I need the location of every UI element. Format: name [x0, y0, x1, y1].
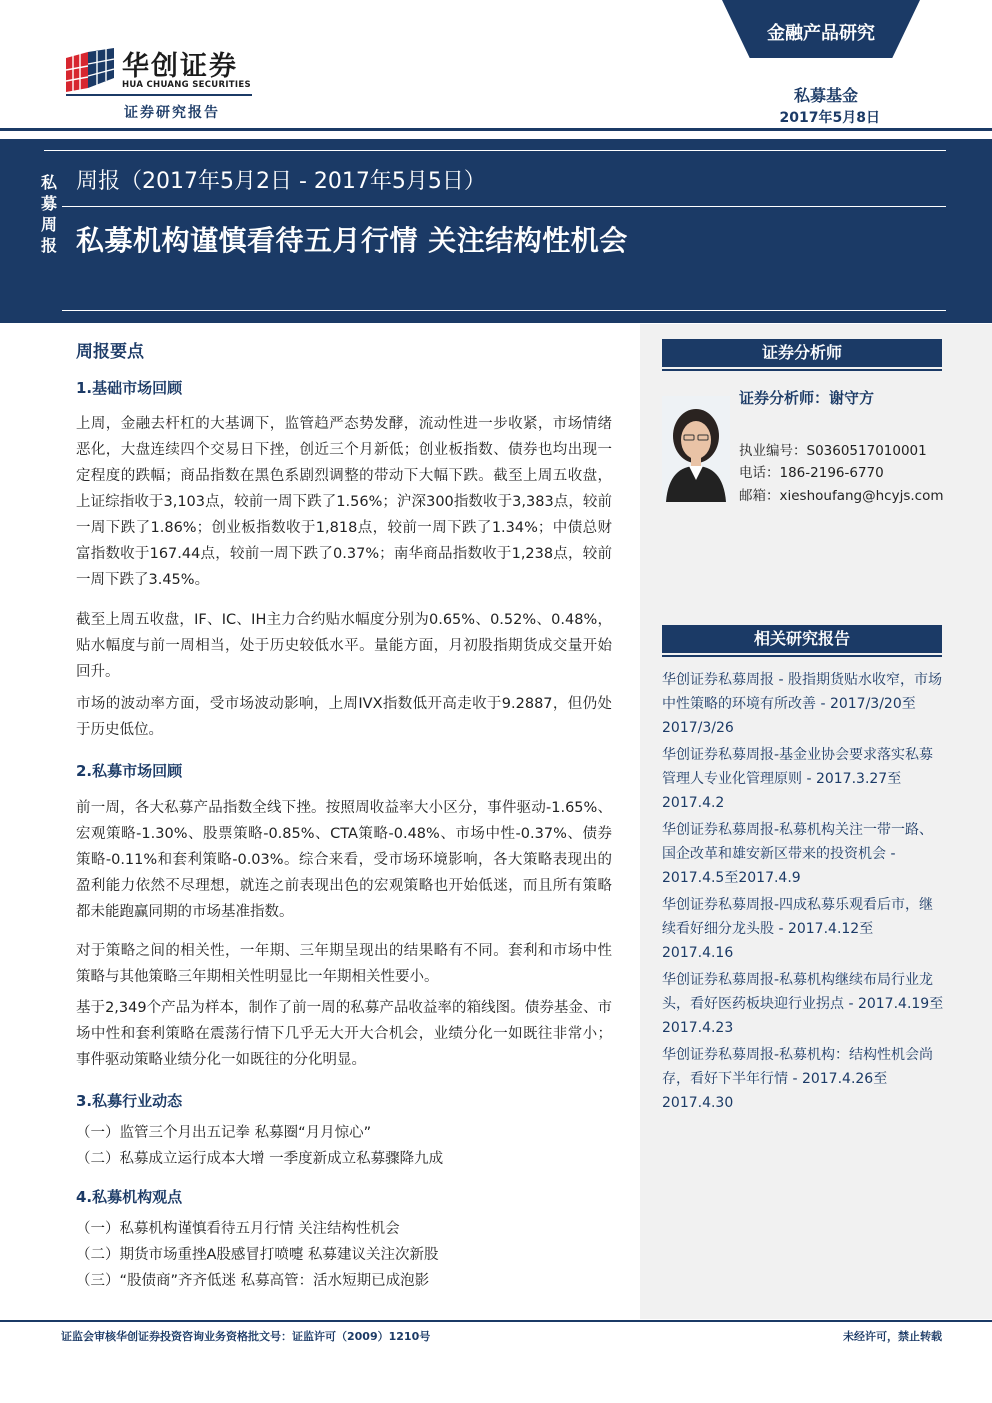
category-label: 金融产品研究	[767, 23, 875, 44]
analyst-email[interactable]: 邮箱：xieshoufang@hcyjs.com	[739, 488, 944, 504]
band-mid-rule	[62, 206, 946, 207]
analyst-avatar-icon	[662, 396, 730, 502]
analyst-heading-rule	[662, 369, 942, 371]
page-title: 私募机构谨慎看待五月行情 关注结构性机会	[76, 224, 628, 257]
paragraph: 基于2,349个产品为样本，制作了前一周的私募产品收益率的箱线图。债券基金、市场中性和套利策略在震荡行情下几乎无大开大合机会，业绩分化一如既往非常小；事件驱动策略业绩分化一如既往的分化明显。	[76, 1000, 612, 1068]
related-report-link[interactable]: 华创证券私募周报-私募机构关注一带一路、国企改革和雄安新区带来的投资机会 - 2017.4.5至2017.4.9	[662, 822, 934, 886]
analyst-phone: 电话：186-2196-6770	[739, 465, 884, 481]
report-period: 周报（2017年5月2日 - 2017年5月5日）	[76, 169, 486, 194]
paragraph: 前一周，各大私募产品指数全线下挫。按照周收益率大小区分，事件驱动-1.65%、宏观策略-1.30%、股票策略-0.85%、CTA策略-0.48%、市场中性-0.37%、债券策略-0.11%和套利策略-0.03%。综合来看，受市场环境影响，各大策略表现出的盈利能力依然不尽理想，就连之前表现出色的宏观策略也开始低迷，而且所有策略都未能跑赢同期的市场基准指数。	[76, 800, 612, 920]
related-report-link[interactable]: 华创证券私募周报-私募机构：结构性机会尚存，看好下半年行情 - 2017.4.26至2017.4.30	[662, 1047, 934, 1111]
section-heading: 4.私募机构观点	[76, 1188, 183, 1206]
key-points-heading: 周报要点	[76, 342, 144, 362]
band-bottom-rule	[62, 310, 946, 311]
paragraph: 市场的波动率方面，受市场波动影响，上周IVX指数低开高走收于9.2887，但仍处于历史低位。	[76, 696, 612, 738]
related-report-link[interactable]: 华创证券私募周报-基金业协会要求落实私募管理人专业化管理原则 - 2017.3.27至2017.4.2	[662, 747, 934, 811]
paragraph: 截至上周五收盘，IF、IC、IH主力合约贴水幅度分别为0.65%、0.52%、0.48%，贴水幅度与前一周相当，处于历史较低水平。量能方面，月初股指期货成交量开始回升。	[76, 612, 612, 680]
company-name-en: HUA CHUANG SECURITIES	[122, 80, 251, 90]
list-item: （二）期货市场重挫A股感冒打喷嚏 私募建议关注次新股	[76, 1247, 439, 1263]
side-label: 私募周报	[40, 173, 57, 255]
analyst-name: 证券分析师：谢守方	[739, 389, 875, 407]
header-divider	[0, 128, 992, 131]
section-heading: 1.基础市场回顾	[76, 379, 183, 397]
logo-cube-icon	[66, 48, 114, 92]
company-name-cn: 华创证券	[122, 51, 238, 82]
related-report-link[interactable]: 华创证券私募周报-私募机构继续布局行业龙头，看好医药板块迎行业拐点 - 2017.4.19至2017.4.23	[662, 972, 944, 1036]
report-type: 证券研究报告	[124, 105, 220, 121]
footer-divider	[0, 1320, 992, 1322]
related-report-link[interactable]: 华创证券私募周报 - 股指期货贴水收窄，市场中性策略的环境有所改善 - 2017/3/20至2017/3/26	[662, 672, 942, 736]
logo-divider	[66, 94, 252, 96]
related-heading-rule	[662, 655, 942, 657]
list-item: （一）监管三个月出五记拳 私募圈“月月惊心”	[76, 1125, 372, 1141]
doc-type: 私募基金	[793, 86, 858, 105]
footer-license: 证监会审核华创证券投资咨询业务资格批文号：证监许可（2009）1210号	[61, 1330, 431, 1343]
doc-date: 2017年5月8日	[779, 110, 880, 126]
footer-notice: 未经许可，禁止转载	[843, 1330, 942, 1343]
paragraph: 对于策略之间的相关性，一年期、三年期呈现出的结果略有不同。套利和市场中性策略与其他策略三年期相关性明显比一年期相关性要小。	[76, 943, 612, 985]
list-item: （一）私募机构谨慎看待五月行情 关注结构性机会	[76, 1221, 400, 1237]
section-heading: 3.私募行业动态	[76, 1092, 183, 1110]
list-item: （三）“股债商”齐齐低迷 私募高管：活水短期已成泡影	[76, 1273, 430, 1289]
paragraph: 上周，金融去杆杠的大基调下，监管趋严态势发酵，流动性进一步收紧，市场情绪恶化，大盘连续四个交易日下挫，创近三个月新低；创业板指数、债券也均出现一定程度的跌幅；商品指数在黑色系剧烈调整的带动下大幅下跌。截至上周五收盘，上证综指收于3,103点，较前一周下跌了1.56%；沪深300指数收于3,383点，较前一周下跌了1.86%；创业板指数收于1,818点，较前一周下跌了1.34%；中债总财富指数收于167.44点，较前一周下跌了0.37%；南华商品指数收于1,238点，较前一周下跌了3.45%。	[76, 416, 612, 588]
related-report-link[interactable]: 华创证券私募周报-四成私募乐观看后市，继续看好细分龙头股 - 2017.4.12至2017.4.16	[662, 897, 934, 961]
related-reports-heading: 相关研究报告	[662, 625, 942, 653]
section-heading: 2.私募市场回顾	[76, 762, 183, 780]
analyst-heading: 证券分析师	[662, 339, 942, 367]
analyst-photo	[662, 396, 730, 502]
list-item: （二）私募成立运行成本大增 一季度新成立私募骤降九成	[76, 1151, 444, 1167]
band-top-rule	[44, 150, 946, 151]
analyst-license: 执业编号：S0360517010001	[739, 443, 927, 459]
